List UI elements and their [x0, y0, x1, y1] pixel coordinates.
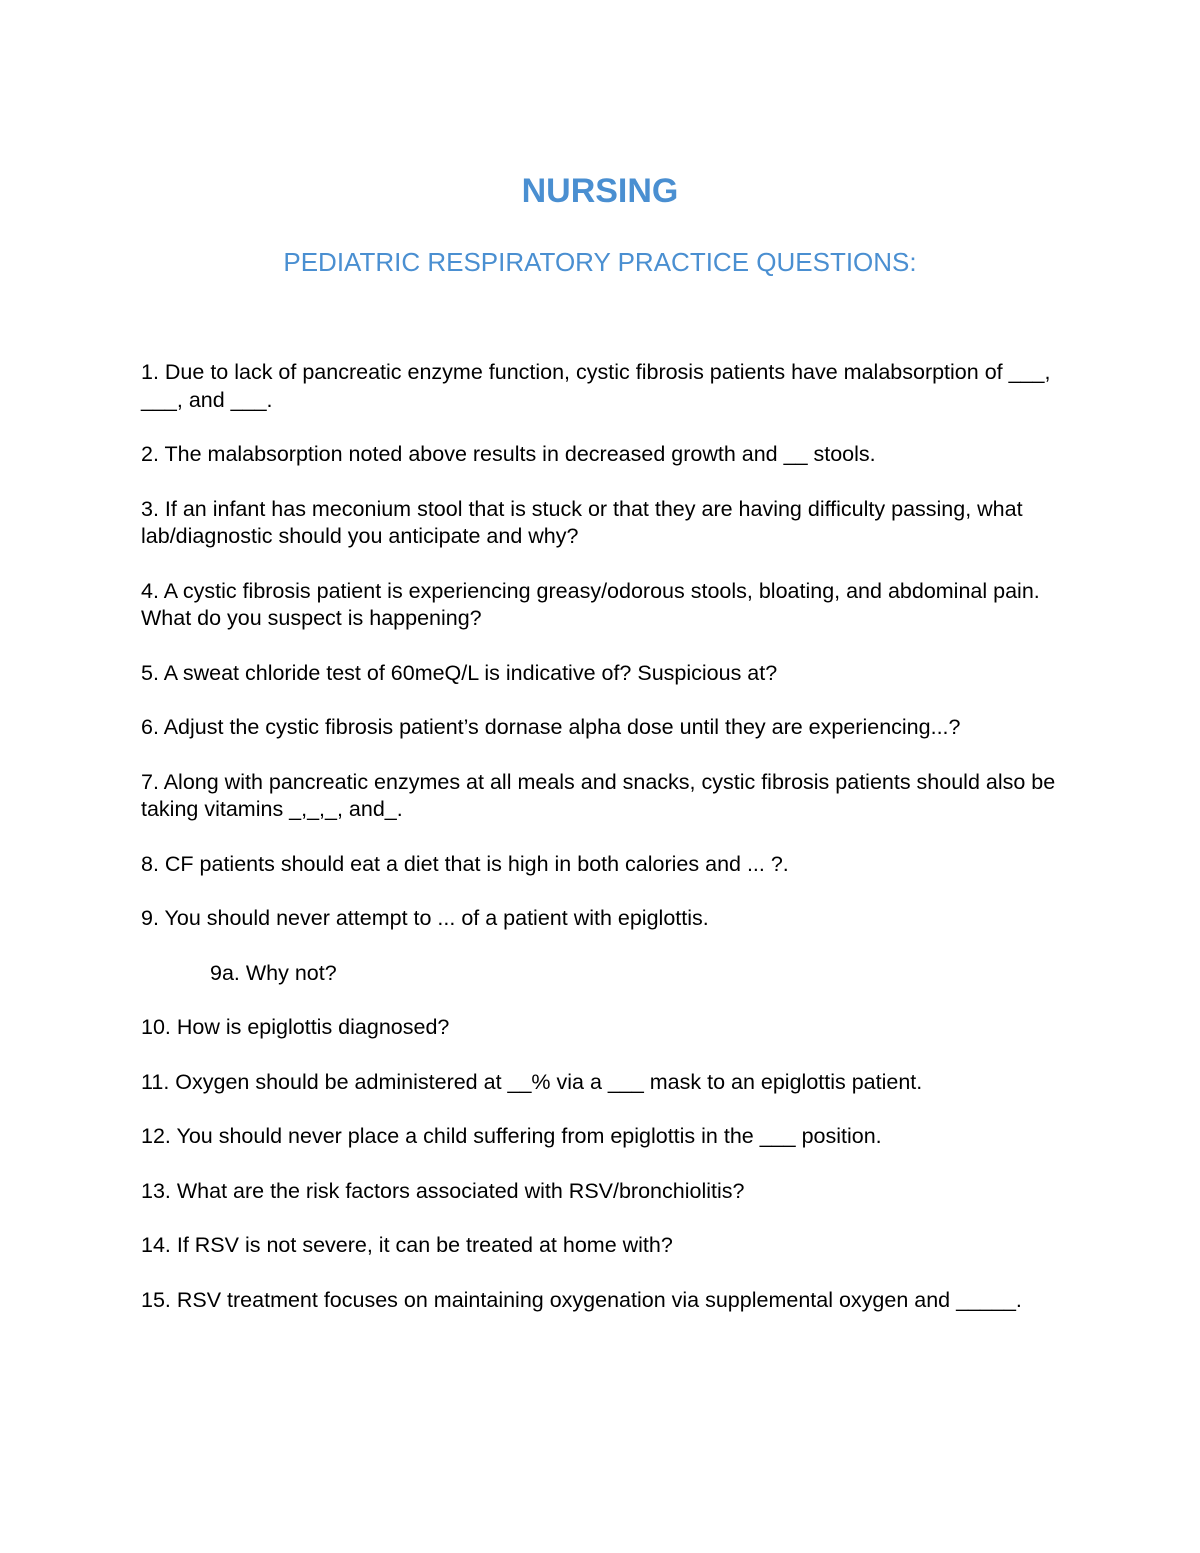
document-title: NURSING [521, 172, 679, 210]
question-9a: 9a. Why not? [210, 960, 337, 985]
question-7: 7. Along with pancreatic enzymes at all meals and snacks, cystic fibrosis patients should also be taking vitamins _,_,_, and_. [141, 769, 1056, 821]
question-3: 3. If an infant has meconium stool that is stuck or that they are having difficulty passing, what lab/diagnostic should you anticipate and why? [141, 496, 1023, 548]
question-5: 5. A sweat chloride test of 60meQ/L is indicative of? Suspicious at? [141, 660, 778, 685]
question-8: 8. CF patients should eat a diet that is high in both calories and ... ?. [141, 851, 789, 876]
question-11: 11. Oxygen should be administered at __% via a ___ mask to an epiglottis patient. [141, 1069, 923, 1094]
question-10: 10. How is epiglottis diagnosed? [141, 1015, 450, 1039]
question-12: 12. You should never place a child suffering from epiglottis in the ___ position. [141, 1124, 882, 1148]
question-4: 4. A cystic fibrosis patient is experiencing greasy/odorous stools, bloating, and abdominal pain. What do you suspect is happening? [141, 578, 1040, 630]
question-9: 9. You should never attempt to ... of a patient with epiglottis. [141, 906, 709, 930]
document-subtitle: PEDIATRIC RESPIRATORY PRACTICE QUESTIONS: [283, 247, 917, 277]
question-2: 2. The malabsorption noted above results in decreased growth and __ stools. [141, 442, 876, 466]
question-list [141, 359, 1081, 1341]
question-6: 6. Adjust the cystic fibrosis patient’s dornase alpha dose until they are experiencing...? [141, 715, 961, 739]
question-13: 13. What are the risk factors associated with RSV/bronchiolitis? [141, 1178, 745, 1203]
question-15: 15. RSV treatment focuses on maintaining oxygenation via supplemental oxygen and _____. [141, 1287, 1022, 1312]
question-1: 1. Due to lack of pancreatic enzyme function, cystic fibrosis patients have malabsorption of ___, ___, and ___. [141, 360, 1051, 412]
question-14: 14. If RSV is not severe, it can be treated at home with? [141, 1233, 673, 1257]
